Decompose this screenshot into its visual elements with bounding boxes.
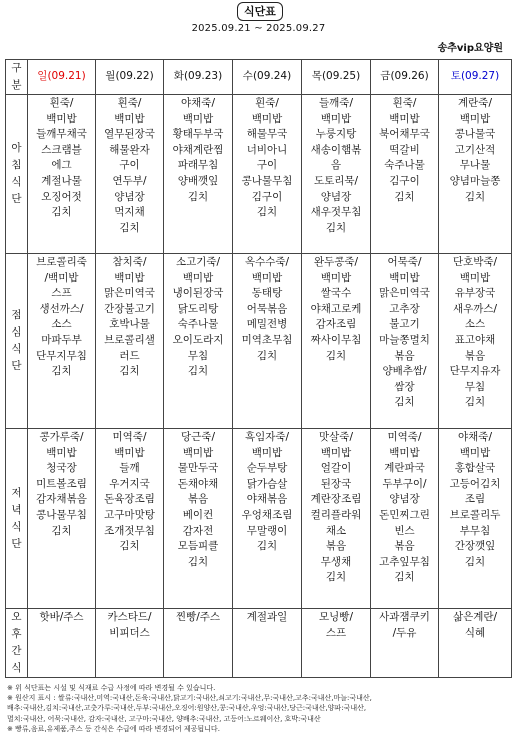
menu-item: 마늘쫑멸치	[379, 333, 430, 346]
menu-item: 미역죽/	[112, 431, 147, 443]
menu-cell	[439, 254, 512, 429]
menu-item: 단무지무침	[36, 349, 87, 362]
menu-item: 김치	[325, 571, 347, 584]
menu-item: 동태탕	[251, 287, 283, 300]
menu-cell	[28, 254, 96, 429]
menu-item: 계절나물	[41, 174, 82, 187]
menu-item: 사과잼쿠키	[379, 611, 430, 623]
menu-item: 유부장국	[454, 287, 496, 300]
day-header-sun: 일(09.21)	[28, 60, 96, 95]
day-header-thu: 목(09.25)	[302, 60, 371, 95]
menu-item: 떡갈비	[389, 143, 420, 156]
notes	[7, 683, 512, 734]
menu-item: 김치	[394, 190, 415, 203]
menu-item: 얼갈이	[320, 462, 352, 475]
menu-item: 흰죽/	[392, 97, 417, 109]
menu-item: 흰죽/	[49, 97, 74, 109]
menu-item: 옥수수죽/	[244, 256, 290, 268]
menu-item: 계란장조림	[310, 493, 362, 506]
menu-item: 오이도라지	[172, 333, 224, 346]
menu-cell	[439, 95, 512, 254]
menu-cell	[96, 95, 164, 254]
menu-item: 백미밥	[182, 271, 214, 284]
menu-item: 에그	[51, 159, 72, 172]
menu-item: 백미밥	[459, 112, 491, 125]
meal-label-char: 식	[11, 176, 22, 188]
menu-item: 스크램블	[41, 143, 82, 156]
menu-cell	[96, 609, 164, 678]
menu-cell	[371, 429, 439, 609]
menu-item: 새송이햄볶	[310, 143, 362, 156]
meal-label-char: 침	[11, 159, 22, 171]
menu-item: 백미밥	[182, 112, 214, 125]
menu-item: 쌀국수	[320, 287, 352, 300]
menu-item: 고기산적	[454, 143, 496, 156]
menu-item: 핫바/주스	[39, 611, 84, 623]
menu-item: 야채계란찜	[172, 143, 224, 156]
menu-item: 미역초무침	[241, 333, 293, 346]
menu-item: 돈육장조림	[104, 493, 155, 506]
menu-item: 김치	[51, 365, 72, 378]
menu-item: 흰죽/	[117, 97, 142, 109]
menu-cell	[96, 429, 164, 609]
menu-item: 청국장	[46, 462, 77, 475]
menu-item: 황태두부국	[172, 128, 224, 141]
menu-item: 김치	[187, 555, 209, 568]
menu-item: 야채볶음	[246, 493, 288, 506]
menu-item: 완두콩죽/	[313, 256, 359, 268]
menu-item: 맛살죽/	[319, 431, 353, 443]
menu-item: 비피더스	[109, 626, 150, 639]
menu-cell	[439, 429, 512, 609]
note-line: ※ 빵류,음료,유제품,주스 등 간식은 수급에 따라 변경되어 제공됩니다.	[7, 724, 220, 733]
menu-item: 마파두부	[41, 333, 82, 346]
menu-item: 참치죽/	[112, 256, 147, 268]
menu-item: 파래무침	[177, 159, 219, 172]
menu-item: 야채죽/	[181, 97, 215, 109]
menu-item: 김치	[256, 540, 278, 553]
menu-item: 도토리묵/	[313, 174, 359, 187]
day-header-sat: 토(09.27)	[439, 60, 512, 95]
menu-item: 숙주나물	[384, 159, 425, 172]
menu-cell	[96, 254, 164, 429]
menu-cell	[164, 95, 233, 254]
menu-item: 무침	[464, 380, 486, 393]
menu-item: 맑은미역국	[379, 287, 430, 300]
meal-label-char: 단	[11, 193, 22, 205]
menu-item: 단호박죽/	[452, 256, 498, 268]
menu-item: 백미밥	[320, 112, 352, 125]
meal-row	[6, 254, 512, 429]
menu-item: 닭도리탕	[177, 302, 219, 315]
menu-item: 양념장	[320, 190, 352, 203]
meal-label-char: 아	[11, 142, 22, 154]
menu-item: 고구마맛탕	[104, 508, 155, 521]
menu-item: 호박나물	[109, 318, 150, 331]
menu-item: 콩나물무침	[36, 508, 87, 521]
menu-item: 메밀전병	[246, 318, 288, 331]
meal-label	[6, 429, 28, 609]
menu-item: 음	[330, 159, 342, 172]
menu-item: 백미밥	[459, 271, 491, 284]
menu-item: 콩나물무침	[241, 174, 293, 187]
menu-item: 어묵볶음	[246, 302, 288, 315]
menu-item: 김치	[464, 190, 486, 203]
corner-label	[6, 60, 28, 95]
menu-cell	[302, 95, 371, 254]
menu-item: 김치	[119, 221, 140, 234]
menu-item: /백미밥	[44, 271, 79, 284]
menu-cell	[233, 429, 302, 609]
day-header-tue: 화(09.23)	[164, 60, 233, 95]
menu-item: 들깨죽/	[319, 97, 353, 109]
menu-item: 새우젓무침	[310, 206, 362, 219]
menu-item: 우거지국	[109, 477, 150, 490]
menu-item: 너비아니	[246, 143, 288, 156]
menu-item: 감자조림	[315, 318, 357, 331]
menu-item: 구이	[119, 159, 140, 172]
menu-item: 김치	[51, 524, 72, 537]
meal-label-char: 단	[11, 537, 22, 550]
menu-item: 당근죽/	[181, 431, 215, 443]
menu-item: 볶음	[394, 349, 415, 362]
menu-cell	[302, 254, 371, 429]
menu-item: 계절과일	[246, 611, 288, 623]
menu-item: 백미밥	[114, 112, 145, 125]
menu-item: /두유	[392, 626, 417, 639]
note-line: 멸치:국내산, 어묵:국내산, 감자:국내산, 고구마:국내산, 양배추:국내산, 고등어:노르웨이산, 호박:국내산	[7, 714, 321, 723]
menu-item: 양념마늘쫑	[449, 174, 501, 187]
meal-label	[6, 254, 28, 429]
day-header-mon: 월(09.22)	[96, 60, 164, 95]
menu-item: 김치	[464, 555, 486, 568]
menu-item: 된장국	[320, 477, 352, 490]
menu-item: 김치	[187, 365, 209, 378]
menu-item: 조림	[464, 493, 486, 506]
menu-item: 물만두국	[177, 462, 219, 475]
menu-item: 컬리플라워	[310, 508, 362, 521]
menu-item: 생선까스/	[39, 302, 84, 315]
menu-item: 냉이된장국	[172, 287, 224, 300]
menu-cell	[439, 609, 512, 678]
menu-item: 삶은계란/	[452, 611, 498, 623]
menu-item: 백미밥	[320, 271, 352, 284]
menu-item: 무생채	[320, 555, 352, 568]
menu-item: 김치	[51, 206, 72, 219]
meal-label-char: 간	[11, 645, 22, 657]
menu-item: 단무지유자	[449, 365, 501, 378]
menu-item: 브로콜리샐	[104, 333, 155, 346]
menu-item: 소스	[464, 318, 486, 331]
menu-item: 백미밥	[251, 271, 283, 284]
meal-label-char: 심	[11, 326, 22, 338]
menu-item: 백미밥	[114, 446, 145, 459]
menu-item: 돈채야채	[177, 477, 219, 490]
menu-item: 북어채무국	[379, 128, 430, 141]
menu-item: 들깨	[119, 462, 140, 475]
menu-item: 러드	[119, 349, 140, 362]
menu-item: 어묵죽/	[387, 256, 422, 268]
menu-item: 김치	[256, 349, 278, 362]
menu-item: 카스타드/	[107, 611, 152, 623]
menu-item: 무침	[187, 349, 209, 362]
menu-item: 고등어김치	[449, 477, 501, 490]
menu-item: 연두부/	[112, 174, 147, 187]
menu-item: 김치	[325, 349, 347, 362]
menu-item: 빈스	[394, 524, 415, 537]
menu-item: 모듬피클	[177, 540, 219, 553]
menu-item: 김치	[187, 190, 209, 203]
menu-item: 백미밥	[251, 112, 283, 125]
menu-item: 해물완자	[109, 143, 150, 156]
menu-cell	[371, 95, 439, 254]
meal-label-char: 식	[11, 662, 22, 674]
menu-item: 오징어젓	[41, 190, 82, 203]
meal-label-char: 점	[11, 309, 22, 321]
menu-item: 간장깻잎	[454, 540, 496, 553]
menu-item: 볶음	[187, 493, 209, 506]
date-range: 2025.09.21 ~ 2025.09.27	[191, 23, 326, 34]
menu-item: 김치	[325, 221, 347, 234]
menu-item: 고추장	[389, 302, 420, 315]
meal-label-char: 단	[11, 360, 22, 372]
menu-item: 채소	[325, 524, 347, 537]
menu-item: 야채고로케	[310, 302, 362, 315]
menu-item: 돈민찌그린	[379, 508, 430, 521]
menu-item: 김치	[256, 206, 278, 219]
menu-item: 누룽지탕	[315, 128, 357, 141]
meal-label-char: 식	[11, 520, 22, 533]
menu-item: 간장불고기	[104, 302, 155, 315]
menu-item: 무말랭이	[246, 524, 288, 537]
facility-name: 송추vip요양원	[437, 43, 503, 54]
menu-cell	[233, 95, 302, 254]
menu-cell	[371, 609, 439, 678]
meal-label-char: 후	[11, 628, 22, 640]
menu-item: 계란파국	[384, 462, 425, 475]
menu-item: 소스	[51, 318, 72, 331]
menu-item: 스프	[325, 626, 347, 639]
meal-row	[6, 95, 512, 254]
menu-item: 미트볼조림	[36, 477, 87, 490]
meal-label	[6, 95, 28, 254]
menu-cell	[28, 95, 96, 254]
menu-item: 베이컨	[182, 508, 214, 521]
menu-item: 김구이	[251, 190, 283, 203]
day-header-fri: 금(09.26)	[371, 60, 439, 95]
menu-item: 양배추쌈/	[382, 365, 427, 378]
menu-item: 김치	[394, 571, 415, 584]
menu-item: 감자전	[182, 524, 214, 537]
menu-item: 백미밥	[46, 446, 77, 459]
menu-table	[5, 59, 512, 678]
note-line: ※ 위 식단표는 시설 및 식재료 수급 사정에 따라 변경될 수 있습니다.	[7, 684, 216, 692]
menu-item: 김치	[119, 540, 140, 553]
menu-item: 백미밥	[389, 112, 420, 125]
meal-label-char: 저	[11, 486, 22, 499]
menu-item: 감자채볶음	[36, 493, 87, 506]
menu-item: 백미밥	[389, 446, 420, 459]
menu-item: 두부구이/	[382, 477, 427, 490]
menu-item: 흰죽/	[255, 97, 279, 109]
menu-item: 조개젓무침	[104, 524, 155, 537]
title-area	[0, 0, 517, 22]
header-row	[6, 60, 512, 95]
menu-item: 표고야채	[454, 333, 496, 346]
menu-cell	[233, 254, 302, 429]
menu-item: 백미밥	[251, 446, 283, 459]
menu-item: 찐빵/주스	[175, 611, 221, 623]
menu-item: 모닝빵/	[319, 611, 353, 623]
menu-item: 홍합살국	[454, 462, 496, 475]
meal-label	[6, 609, 28, 678]
menu-item: 백미밥	[459, 446, 491, 459]
corner-label-line: 분	[11, 79, 22, 91]
menu-item: 야채죽/	[458, 431, 492, 443]
menu-item: 닭가슴살	[246, 477, 288, 490]
menu-item: 쌈장	[394, 380, 415, 393]
menu-item: 스프	[51, 287, 72, 300]
note-line: ※ 원산지 표시 : 쌀류:국내산,미역:국내산,돈육:국내산,닭고기:국내산,쇠고기:국내산,무:국내산,고추:국내산,마늘:국내산,	[7, 694, 372, 703]
menu-item: 브로콜리죽	[36, 256, 87, 268]
menu-item: 고추잎무침	[379, 555, 430, 568]
menu-item: 미역죽/	[387, 431, 422, 443]
menu-cell	[302, 609, 371, 678]
menu-item: 김치	[464, 396, 486, 409]
menu-item: 해물무국	[246, 128, 288, 141]
menu-item: 구이	[256, 159, 278, 172]
menu-item: 부무침	[459, 524, 491, 537]
menu-item: 계란죽/	[458, 97, 492, 109]
menu-item: 브로콜리두	[449, 508, 501, 521]
note-line: 배추:국내산,김치:국내산,고춧가루:국내산,두부:국내산,오징어:원양산,콩:국내산,우엉:국내산,당근:국내산,양파:국내산,	[7, 704, 367, 713]
meal-label-char: 녁	[11, 503, 22, 516]
menu-item: 백미밥	[182, 446, 214, 459]
menu-item: 맑은미역국	[104, 287, 155, 300]
menu-item: 백미밥	[389, 271, 420, 284]
menu-item: 양념장	[114, 190, 145, 203]
menu-cell	[164, 429, 233, 609]
menu-item: 우엉채조림	[241, 508, 293, 521]
menu-item: 흑임자죽/	[244, 431, 290, 443]
menu-item: 콩나물국	[454, 128, 496, 141]
menu-item: 새우까스/	[452, 302, 498, 315]
meal-row	[6, 429, 512, 609]
menu-cell	[164, 609, 233, 678]
menu-item: 볶음	[394, 540, 415, 553]
menu-item: 들깨무채국	[36, 128, 87, 141]
menu-item: 열무된장국	[104, 128, 155, 141]
menu-item: 양배깻잎	[177, 174, 219, 187]
menu-item: 김치	[119, 365, 140, 378]
menu-item: 소고기죽/	[175, 256, 221, 268]
menu-item: 백미밥	[114, 271, 145, 284]
page-title: 식단표	[237, 2, 283, 21]
menu-item: 볶음	[325, 540, 347, 553]
meal-row	[6, 609, 512, 678]
meal-label-char: 식	[11, 343, 22, 355]
menu-item: 콩가루죽/	[39, 431, 84, 443]
menu-item: 백미밥	[320, 446, 352, 459]
menu-item: 김치	[394, 396, 415, 409]
menu-item: 먹지채	[114, 206, 145, 219]
menu-item: 양념장	[389, 493, 420, 506]
menu-item: 볶음	[464, 349, 486, 362]
menu-cell	[302, 429, 371, 609]
meal-label-char: 오	[11, 611, 22, 623]
menu-cell	[28, 609, 96, 678]
menu-cell	[28, 429, 96, 609]
menu-item: 무나물	[459, 159, 491, 172]
menu-item: 순두부탕	[246, 462, 288, 475]
corner-label-line: 구	[11, 62, 22, 74]
menu-item: 식혜	[464, 626, 486, 639]
menu-item: 숙주나물	[177, 318, 219, 331]
menu-cell	[371, 254, 439, 429]
day-header-wed: 수(09.24)	[233, 60, 302, 95]
menu-cell	[164, 254, 233, 429]
menu-item: 백미밥	[46, 112, 77, 125]
menu-item: 짜사이무침	[310, 333, 362, 346]
menu-item: 김구이	[389, 174, 420, 187]
menu-item: 불고기	[389, 318, 420, 331]
menu-cell	[233, 609, 302, 678]
